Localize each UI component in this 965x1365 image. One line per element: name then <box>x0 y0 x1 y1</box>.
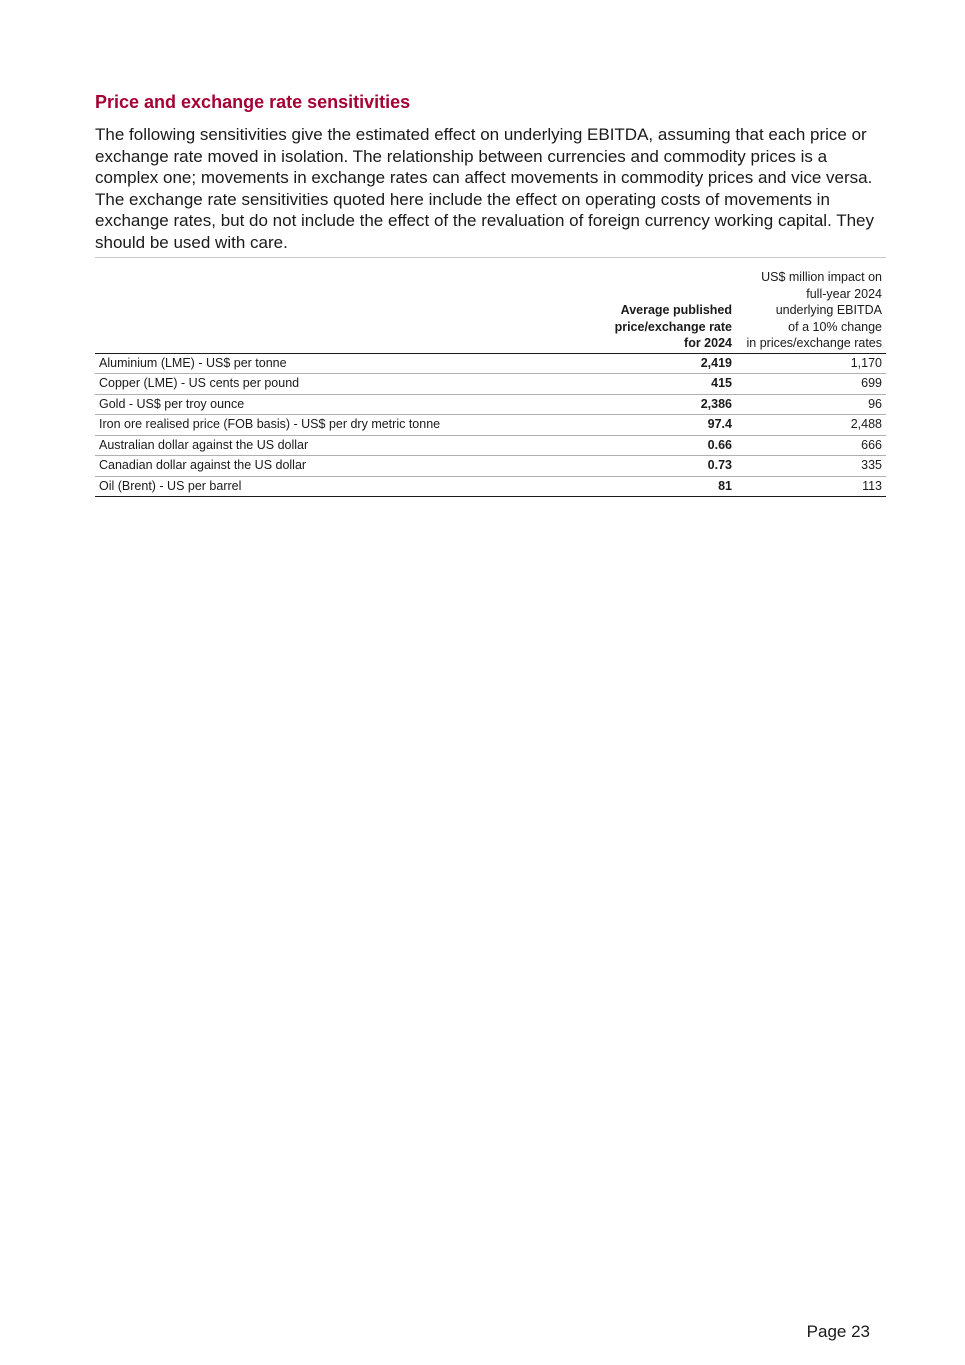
row-label: Copper (LME) - US cents per pound <box>95 374 568 395</box>
table-row <box>95 476 886 497</box>
row-average: 0.66 <box>568 435 736 456</box>
row-average: 0.73 <box>568 456 736 477</box>
row-average: 415 <box>568 374 736 395</box>
page-number: Page 23 <box>806 1322 870 1341</box>
row-average: 2,386 <box>568 394 736 415</box>
table-row <box>95 435 886 456</box>
row-label: Iron ore realised price (FOB basis) - US$ per dry metric tonne <box>95 415 568 436</box>
section-title: Price and exchange rate sensitivities <box>95 92 411 112</box>
row-impact: 699 <box>736 374 886 395</box>
row-average: 2,419 <box>568 353 736 374</box>
header-average-line: price/exchange rate <box>614 319 732 334</box>
table-row <box>95 374 886 395</box>
row-impact: 96 <box>736 394 886 415</box>
row-label: Australian dollar against the US dollar <box>95 435 568 456</box>
header-impact-line: US$ million impact on <box>761 270 882 284</box>
header-impact-line: full-year 2024 <box>806 286 882 301</box>
row-impact: 2,488 <box>736 415 886 436</box>
row-impact: 666 <box>736 435 886 456</box>
sensitivities-table <box>95 258 886 497</box>
header-average-line: Average published <box>620 303 732 317</box>
row-label: Gold - US$ per troy ounce <box>95 394 568 415</box>
table-row <box>95 394 886 415</box>
row-label: Aluminium (LME) - US$ per tonne <box>95 353 568 374</box>
row-label: Canadian dollar against the US dollar <box>95 456 568 477</box>
row-average: 97.4 <box>568 415 736 436</box>
header-average-published <box>568 258 736 353</box>
header-impact-line: of a 10% change <box>788 319 882 334</box>
document-page <box>95 90 886 497</box>
table-row <box>95 456 886 477</box>
row-label: Oil (Brent) - US per barrel <box>95 476 568 497</box>
table-row <box>95 353 886 374</box>
header-label <box>95 258 568 353</box>
row-impact: 1,170 <box>736 353 886 374</box>
row-impact: 113 <box>736 476 886 497</box>
table-header-row <box>95 258 886 353</box>
row-impact: 335 <box>736 456 886 477</box>
row-average: 81 <box>568 476 736 497</box>
header-average-line: for 2024 <box>684 336 732 350</box>
table-row <box>95 415 886 436</box>
header-ebitda-impact <box>736 258 886 353</box>
header-impact-line: underlying EBITDA <box>775 303 882 317</box>
intro-paragraph: The following sensitivities give the estimated effect on underlying EBITDA, assuming that each price or exchange rate moved in isolation. The relationship between currencies and commodity prices is a complex one; movements in exchange rates can affect movements in commodity prices and vice versa. The exchange rate sensitivities quoted here include the effect on operating costs of movements in exchange rates, but do not include the effect of the revaluation of foreign currency working capital. They should be used with care. <box>95 125 875 252</box>
header-impact-line: in prices/exchange rates <box>746 336 882 350</box>
